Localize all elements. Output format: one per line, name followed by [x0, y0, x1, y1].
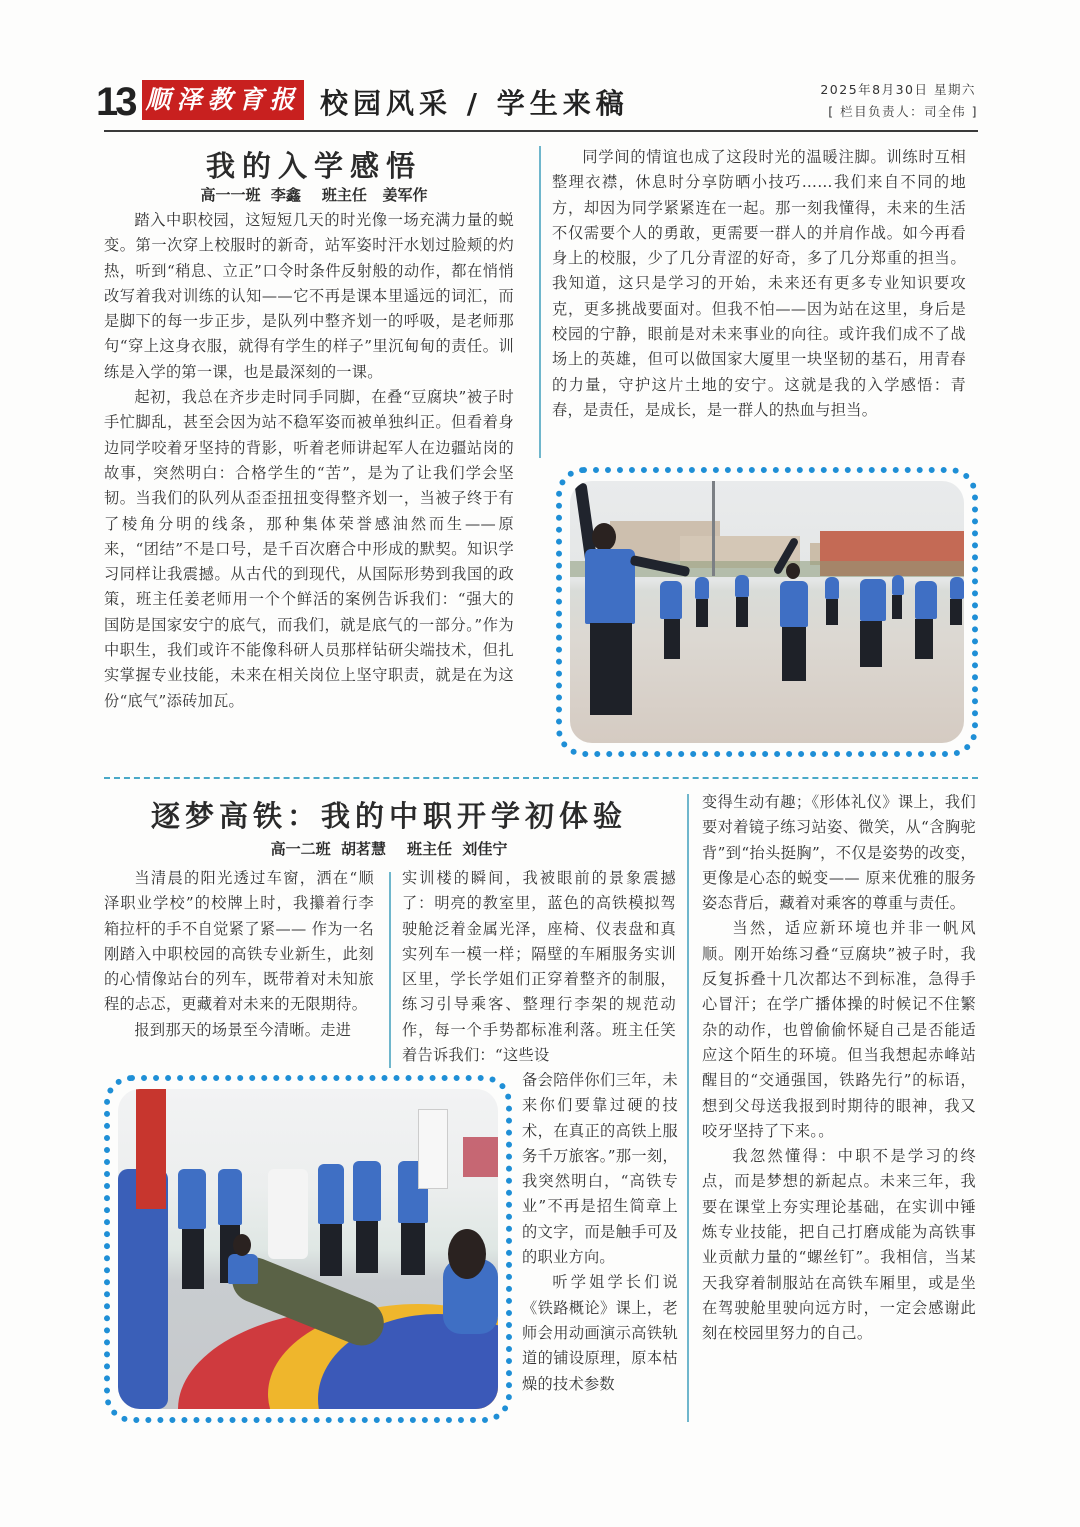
article1-photo: [570, 481, 964, 743]
article1-left-column: [104, 208, 514, 714]
paragraph: 我忽然懂得：中职不是学习的终点，而是梦想的新起点。未来三年，我要在课堂上夯实理论基础，在实训中锤炼专业技能，把自己打磨成能为高铁事业贡献力量的“螺丝钉”。我相信，当某天我穿着制服站在高铁车厢里，或是坐在驾驶舱里驶向远方时，一定会感谢此刻在校园里努力的自己。: [702, 1147, 976, 1343]
paragraph: 踏入中职校园，这短短几天的时光像一场充满力量的蜕变。第一次穿上校服时的新奇，站军姿时汗水划过脸颊的灼热，听到“稍息、立正”口令时条件反射般的动作，都在悄悄改写着我对训练的认知——它不再是课本里遥远的词汇，而是脚下的每一步正步，是队列中整齐划一的呼吸，是老师那句“穿上这身衣服，就得有学生的样子”里沉甸甸的责任。训练是入学的第一课，也是最深刻的一课。: [104, 211, 514, 381]
article1-title: 我的入学感悟: [205, 149, 422, 183]
article2-column-2-bottom: [522, 1068, 678, 1397]
paragraph: 同学间的情谊也成了这段时光的温暖注脚。训练时互相整理衣襟，休息时分享防晒小技巧……我们来自不同的地方，却因为同学紧紧连在一起。那一刻我懂得，未来的生活不仅需要个人的勇敢，更需要一群人的并肩作战。如今再看身上的校服，少了几分青涩的好奇，多了几分郑重的担当。我知道，这只是学习的开始，未来还有更多专业知识要攻克，更多挑战要面对。但我不怕——因为站在这里，身后是校园的宁静，眼前是对未来事业的向往。或许我们成不了战场上的英雄，但可以做国家大厦里一块坚韧的基石，用青春的力量，守护这片土地的安宁。这就是我的入学感悟：青春，是责任，是成长，是一群人的热血与担当。: [552, 148, 966, 419]
paragraph: 起初，我总在齐步走时同手同脚，在叠“豆腐块”被子时手忙脚乱，甚至会因为站不稳军姿而被单独纠正。但看着身边同学咬着牙坚持的背影，听着老师讲起军人在边疆站岗的故事，突然明白：合格学生的“苦”，是为了让我们学会坚韧。当我们的队列从歪歪扭扭变得整齐划一，当被子终于有了棱角分明的线条，那种集体荣誉感油然而生——原来，“团结”不是口号，是千百次磨合中形成的默契。知识学习同样让我震撼。从古代的到现代，从国际形势到我国的政策，班主任姜老师用一个个鲜活的案例告诉我们：“强大的国防是国家安宁的底气，而我们，就是底气的一部分。”作为中职生，我们或许不能像科研人员那样钻研尖端技术，但扎实掌握专业技能，未来在相关岗位上坚守职责，就是在为这份“底气”添砖加瓦。: [104, 388, 514, 710]
article2-photo-frame: [104, 1075, 512, 1423]
paragraph: 当然，适应新环境也并非一帆风顺。刚开始练习叠“豆腐块”被子时，我反复拆叠十几次都达不到标准，急得手心冒汗；在学广播体操的时候记不住繁杂的动作，也曾偷偷怀疑自己是否能适应这个陌生的环境。但当我想起赤峰站醒目的“交通强国，铁路先行”的标语，想到父母送我报到时期待的眼神，我又咬牙坚持了下来。。: [702, 919, 976, 1140]
masthead-rule: [104, 130, 978, 132]
article1-right-column: [552, 145, 966, 423]
paragraph: 实训楼的瞬间，我被眼前的景象震撼了：明亮的教室里，蓝色的高铁模拟驾驶舱泛着金属光泽，座椅、仪表盘和真实列车一模一样；隔壁的车厢服务实训区里，学长学姐们正穿着整齐的制服，练习引导乘客、整理行李架的规范动作，每一个手势都标准利落。班主任笑着告诉我们：“这些设: [402, 869, 676, 1065]
article2-column-3: [702, 790, 976, 1347]
masthead: [96, 78, 980, 130]
paragraph: 变得生动有趣；《形体礼仪》课上，我们要对着镜子练习站姿、微笑，从“含胸驼背”到“抬头挺胸”，不仅是姿势的改变，更像是心态的蜕变—— 原来优雅的服务姿态背后，藏着对乘客的尊重与责任。: [702, 793, 976, 913]
article1-byline: 高一一班 李鑫 班主任 姜军作: [200, 186, 428, 204]
column-editor: [ 栏目负责人：司全伟 ]: [828, 104, 978, 119]
article-separator: [104, 777, 978, 779]
paragraph: 备会陪伴你们三年，未来你们要靠过硬的技术，在真正的高铁上服务千万旅客。”那一刻，我突然明白，“高铁专业”不再是招生简章上的文字，而是触手可及的职业方向。: [522, 1071, 678, 1267]
paragraph: 报到那天的场景至今清晰。走进: [134, 1020, 352, 1039]
article1-photo-frame: [556, 467, 978, 757]
issue-date: 2025年8月30日 星期六: [820, 82, 976, 97]
section-title: 校园风采 / 学生来稿: [320, 87, 629, 120]
article2-photo: [118, 1089, 498, 1409]
article2-title: 逐梦高铁：我的中职开学初体验: [150, 799, 627, 833]
paragraph: 当清晨的阳光透过车窗，洒在“顺泽职业学校”的校牌上时，我攥着行李箱拉杆的手不自觉紧了紧—— 作为一名刚踏入中职校园的高铁专业新生，此刻的心情像站台的列车，既带着对未知旅程的忐忑，更藏着对未来的无限期待。: [104, 869, 374, 1014]
article2-column-2-top: [402, 866, 676, 1068]
paragraph: 听学姐学长们说《铁路概论》课上，老师会用动画演示高铁轨道的铺设原理，原本枯燥的技术参数: [522, 1273, 678, 1393]
column-divider: [687, 794, 689, 1422]
newspaper-logo: 顺泽教育报: [142, 80, 304, 120]
page-number: 13: [96, 80, 135, 124]
article2-byline: 高一二班 胡茗慧 班主任 刘佳宁: [270, 840, 508, 858]
article2-column-1: [104, 866, 374, 1043]
column-divider: [539, 146, 541, 458]
column-divider: [389, 872, 391, 1068]
